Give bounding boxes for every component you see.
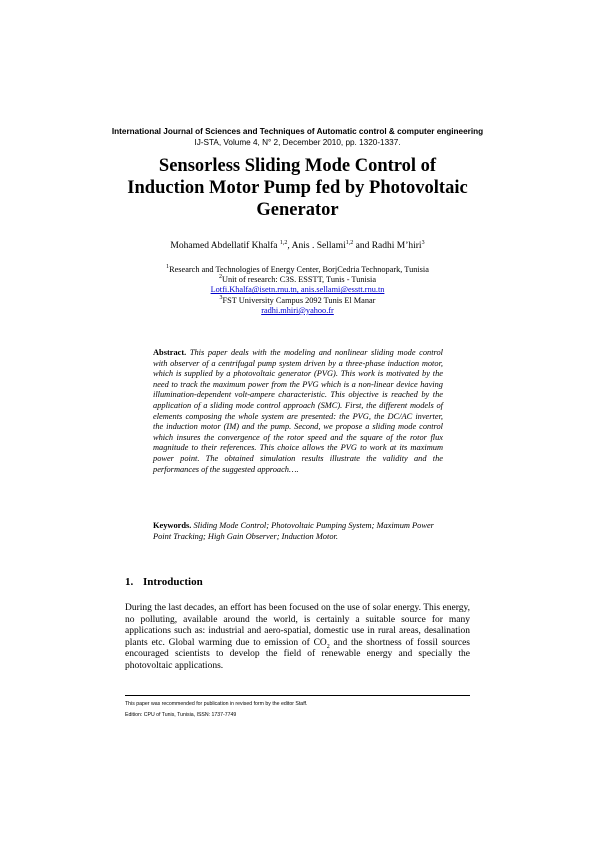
affil-sup: 3 [219, 294, 223, 301]
affil-text: FST University Campus 2092 Tunis El Manar [222, 295, 376, 305]
footnote: This paper was recommended for publication in revised form by the editor Staff. [125, 701, 308, 707]
affiliations [0, 265, 595, 316]
email-link[interactable]: Lotfi.Khalfa@isetn.rnu.tn, anis.sellami@esstt.rnu.tn [210, 285, 385, 295]
paragraph-text: and the shortness of fossil sources encouraged scientists to develop the field of renewable energy and specially the photovoltaic applications. [125, 637, 470, 671]
affiliation-line [0, 285, 595, 295]
abstract [153, 348, 443, 475]
keywords-text: Sliding Mode Control; Photovoltaic Pumping System; Maximum Power Point Tracking; High Gain Observer; Induction Motor. [153, 521, 434, 541]
author-affil-sup: 1,2 [345, 239, 354, 246]
footnotes [125, 699, 470, 721]
section-heading [125, 576, 203, 588]
author-name: , Anis . Sellami [287, 241, 346, 251]
affil-sup: 1 [166, 264, 170, 271]
author-affil-sup: 1,2 [279, 239, 288, 246]
journal-issue: IJ-STA, Volume 4, N° 2, December 2010, pp. 1320-1337. [194, 138, 401, 147]
author-name: and Radhi M’hiri [353, 241, 422, 251]
affiliation-line [0, 296, 595, 306]
footnote: Edition: CPU of Tunis, Tunisia, ISSN: 1737-7749 [125, 712, 237, 718]
keywords [153, 521, 443, 542]
author-name: Mohamed Abdellatif Khalfa [170, 241, 278, 251]
paper-title [120, 155, 475, 221]
title-line: Sensorless Sliding Mode Control of [158, 156, 437, 176]
title-line: Generator [256, 200, 339, 220]
abstract-label: Abstract. [153, 348, 187, 357]
affil-sup: 2 [218, 274, 222, 281]
abstract-text: This paper deals with the modeling and nonlinear sliding mode control with observer of a centrifugal pump system driven by a three-phase induction motor, which is supplied by a photovoltaic generator (PVG). This work is motivated by the need to track the maximum power from the PVG which is a non-linear device having illumination-dependent volt-ampere characteristic. This objective is reached by the application of a sliding mode control approach (SMC). First, the different models of elements composing the whole system are presented: the PVG, the DC/AC inverter, the induction motor (IM) and the pump. Second, we propose a sliding mode control which insures the convergence of the rotor speed and the square of the rotor flux magnitude to their references. This choice allows the PVG to work at its maximum power point. The obtained simulation results illustrate the validity and the performances of the suggested approach…. [153, 348, 443, 474]
keywords-label: Keywords. [153, 521, 192, 530]
section-title: Introduction [143, 576, 203, 588]
footnote-divider [125, 695, 470, 696]
affil-text: Unit of research: C3S. ESSTT, Tunis - Tunisia [221, 275, 377, 285]
affiliation-line [0, 306, 595, 316]
affiliation-line [0, 275, 595, 285]
email-link[interactable]: radhi.mhiri@yahoo.fr [261, 305, 334, 315]
subscript: 2 [326, 643, 330, 650]
affiliation-line [0, 265, 595, 275]
affil-text: Research and Technologies of Energy Center, BorjCedria Technopark, Tunisia [169, 265, 429, 274]
author-list [0, 241, 595, 251]
journal-header [0, 126, 595, 148]
journal-name: International Journal of Sciences and Techniques of Automatic control & computer engineering [111, 127, 484, 136]
section-number: 1. [125, 576, 134, 588]
body-paragraph [125, 603, 470, 673]
author-affil-sup: 3 [421, 239, 425, 246]
paragraph-text: During the last decades, an effort has been focused on the use of solar energy. This energy, no polluting, available around the world, is certainly a suitable source for many applications such as: industrial and aero-spatial, domestic use in rural areas, desalination plants etc. Global warming due to emission of CO [125, 603, 470, 648]
title-line: Induction Motor Pump fed by Photovoltaic [127, 178, 468, 198]
